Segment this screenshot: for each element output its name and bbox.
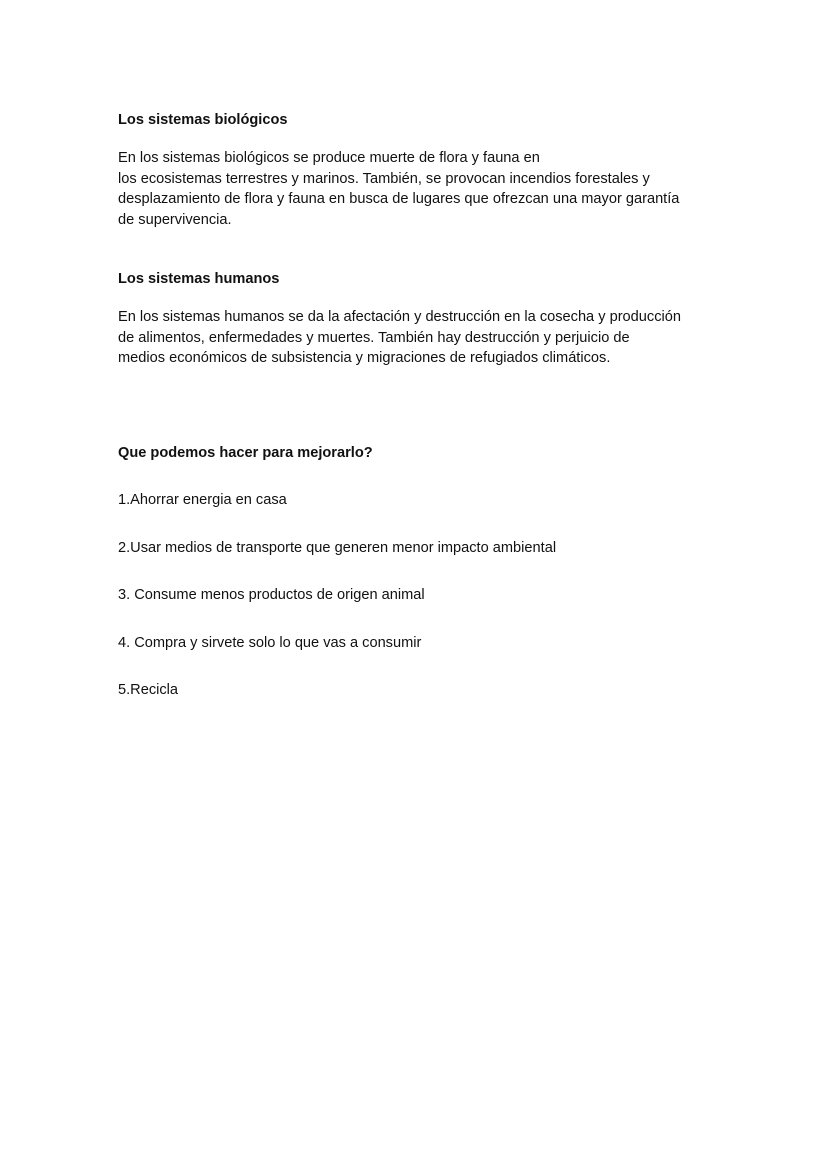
list-item: 2.Usar medios de transporte que generen menor impacto ambiental xyxy=(118,540,557,556)
paragraph-line: En los sistemas humanos se da la afectación y destrucción en la cosecha y producción xyxy=(118,309,681,325)
paragraph-line: En los sistemas biológicos se produce muerte de flora y fauna en xyxy=(118,150,540,166)
list-item: 4. Compra y sirvete solo lo que vas a consumir xyxy=(118,635,422,651)
paragraph-line: de alimentos, enfermedades y muertes. También hay destrucción y perjuicio de xyxy=(118,329,630,346)
section-heading-actions: Que podemos hacer para mejorarlo? xyxy=(118,445,373,461)
paragraph-biological xyxy=(118,148,718,230)
paragraph-line: de supervivencia. xyxy=(118,211,232,228)
list-item: 3. Consume menos productos de origen animal xyxy=(118,587,425,603)
section-heading-human: Los sistemas humanos xyxy=(118,271,280,287)
paragraph-line: desplazamiento de flora y fauna en busca de lugares que ofrezcan una mayor garantía xyxy=(118,191,680,208)
section-heading-biological: Los sistemas biológicos xyxy=(118,112,288,128)
paragraph-line: medios económicos de subsistencia y migraciones de refugiados climáticos. xyxy=(118,350,611,367)
list-item: 5.Recicla xyxy=(118,682,179,698)
paragraph-human xyxy=(118,307,718,369)
list-item: 1.Ahorrar energia en casa xyxy=(118,492,287,508)
paragraph-line: los ecosistemas terrestres y marinos. También, se provocan incendios forestales y xyxy=(118,170,650,187)
